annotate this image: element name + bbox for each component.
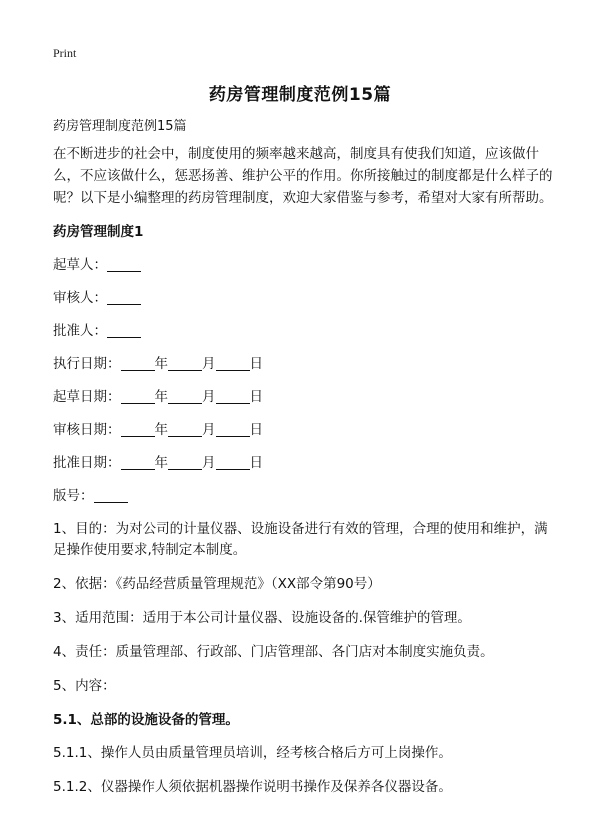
intro-paragraph: 在不断进步的社会中，制度使用的频率越来越高，制度具有使我们知道，应该做什么，不应该做什么，惩恶扬善、维护公平的作用。你所接触过的制度都是什么样子的呢？以下是小编整理的药房管理制度，欢迎大家借鉴与参考，希望对大家有所帮助。 [53, 146, 553, 206]
print-label[interactable]: Print [53, 46, 77, 60]
approve-date-label: 批准日期： [53, 455, 121, 471]
day-unit: 日 [249, 389, 263, 405]
draft-date-label: 起草日期： [53, 389, 121, 405]
day-blank [216, 389, 250, 404]
day-blank [216, 356, 250, 371]
year-blank [121, 422, 155, 437]
day-unit: 日 [249, 356, 263, 372]
year-unit: 年 [154, 389, 168, 405]
reviewer-blank [107, 290, 141, 305]
version-blank [94, 488, 128, 503]
clause-scope: 3、适用范围：适用于本公司计量仪器、设施设备的.保管维护的管理。 [53, 610, 471, 626]
approve-date-field [53, 453, 553, 473]
draft-date-field [53, 387, 553, 407]
month-blank [168, 422, 202, 437]
drafter-blank [107, 257, 141, 272]
drafter-label: 起草人： [53, 257, 107, 273]
year-unit: 年 [154, 455, 168, 471]
year-unit: 年 [154, 356, 168, 372]
month-unit: 月 [202, 455, 216, 471]
clause-responsibility: 4、责任：质量管理部、行政部、门店管理部、各门店对本制度实施负责。 [53, 644, 494, 660]
month-blank [168, 389, 202, 404]
day-blank [216, 422, 250, 437]
reviewer-field [53, 288, 553, 308]
day-unit: 日 [249, 422, 263, 438]
reviewer-label: 审核人： [53, 290, 107, 306]
approver-label: 批准人： [53, 323, 107, 339]
clause-content: 5、内容： [53, 678, 116, 694]
clause-5-1-2: 5.1.2、仪器操作人须依据机器操作说明书操作及保养各仪器设备。 [53, 779, 452, 795]
review-date-label: 审核日期： [53, 422, 121, 438]
doc-subtitle: 药房管理制度范例15篇 [53, 119, 187, 134]
approver-field [53, 321, 553, 341]
review-date-field [53, 420, 553, 440]
document-body [53, 117, 553, 811]
day-unit: 日 [249, 455, 263, 471]
clause-basis: 2、依据：《药品经营质量管理规范》（XX部令第90号） [53, 576, 381, 592]
year-unit: 年 [154, 422, 168, 438]
month-unit: 月 [202, 389, 216, 405]
exec-date-field [53, 354, 553, 374]
exec-date-label: 执行日期： [53, 356, 121, 372]
clause-purpose: 1、目的：为对公司的计量仪器、设施设备进行有效的管理，合理的使用和维护，满足操作使用要求,特制定本制度。 [53, 521, 548, 558]
drafter-field [53, 255, 553, 275]
page-title: 药房管理制度范例15篇 [208, 85, 392, 105]
year-blank [121, 455, 155, 470]
version-field [53, 486, 553, 506]
day-blank [216, 455, 250, 470]
month-unit: 月 [202, 356, 216, 372]
clause-5-1-1: 5.1.1、操作人员由质量管理员培训，经考核合格后方可上岗操作。 [53, 745, 452, 761]
approver-blank [107, 323, 141, 338]
month-blank [168, 356, 202, 371]
year-blank [121, 356, 155, 371]
version-label: 版号： [53, 488, 94, 504]
month-unit: 月 [202, 422, 216, 438]
clause-5-1: 5.1、总部的设施设备的管理。 [53, 712, 239, 728]
month-blank [168, 455, 202, 470]
section-heading: 药房管理制度1 [53, 224, 144, 240]
year-blank [121, 389, 155, 404]
